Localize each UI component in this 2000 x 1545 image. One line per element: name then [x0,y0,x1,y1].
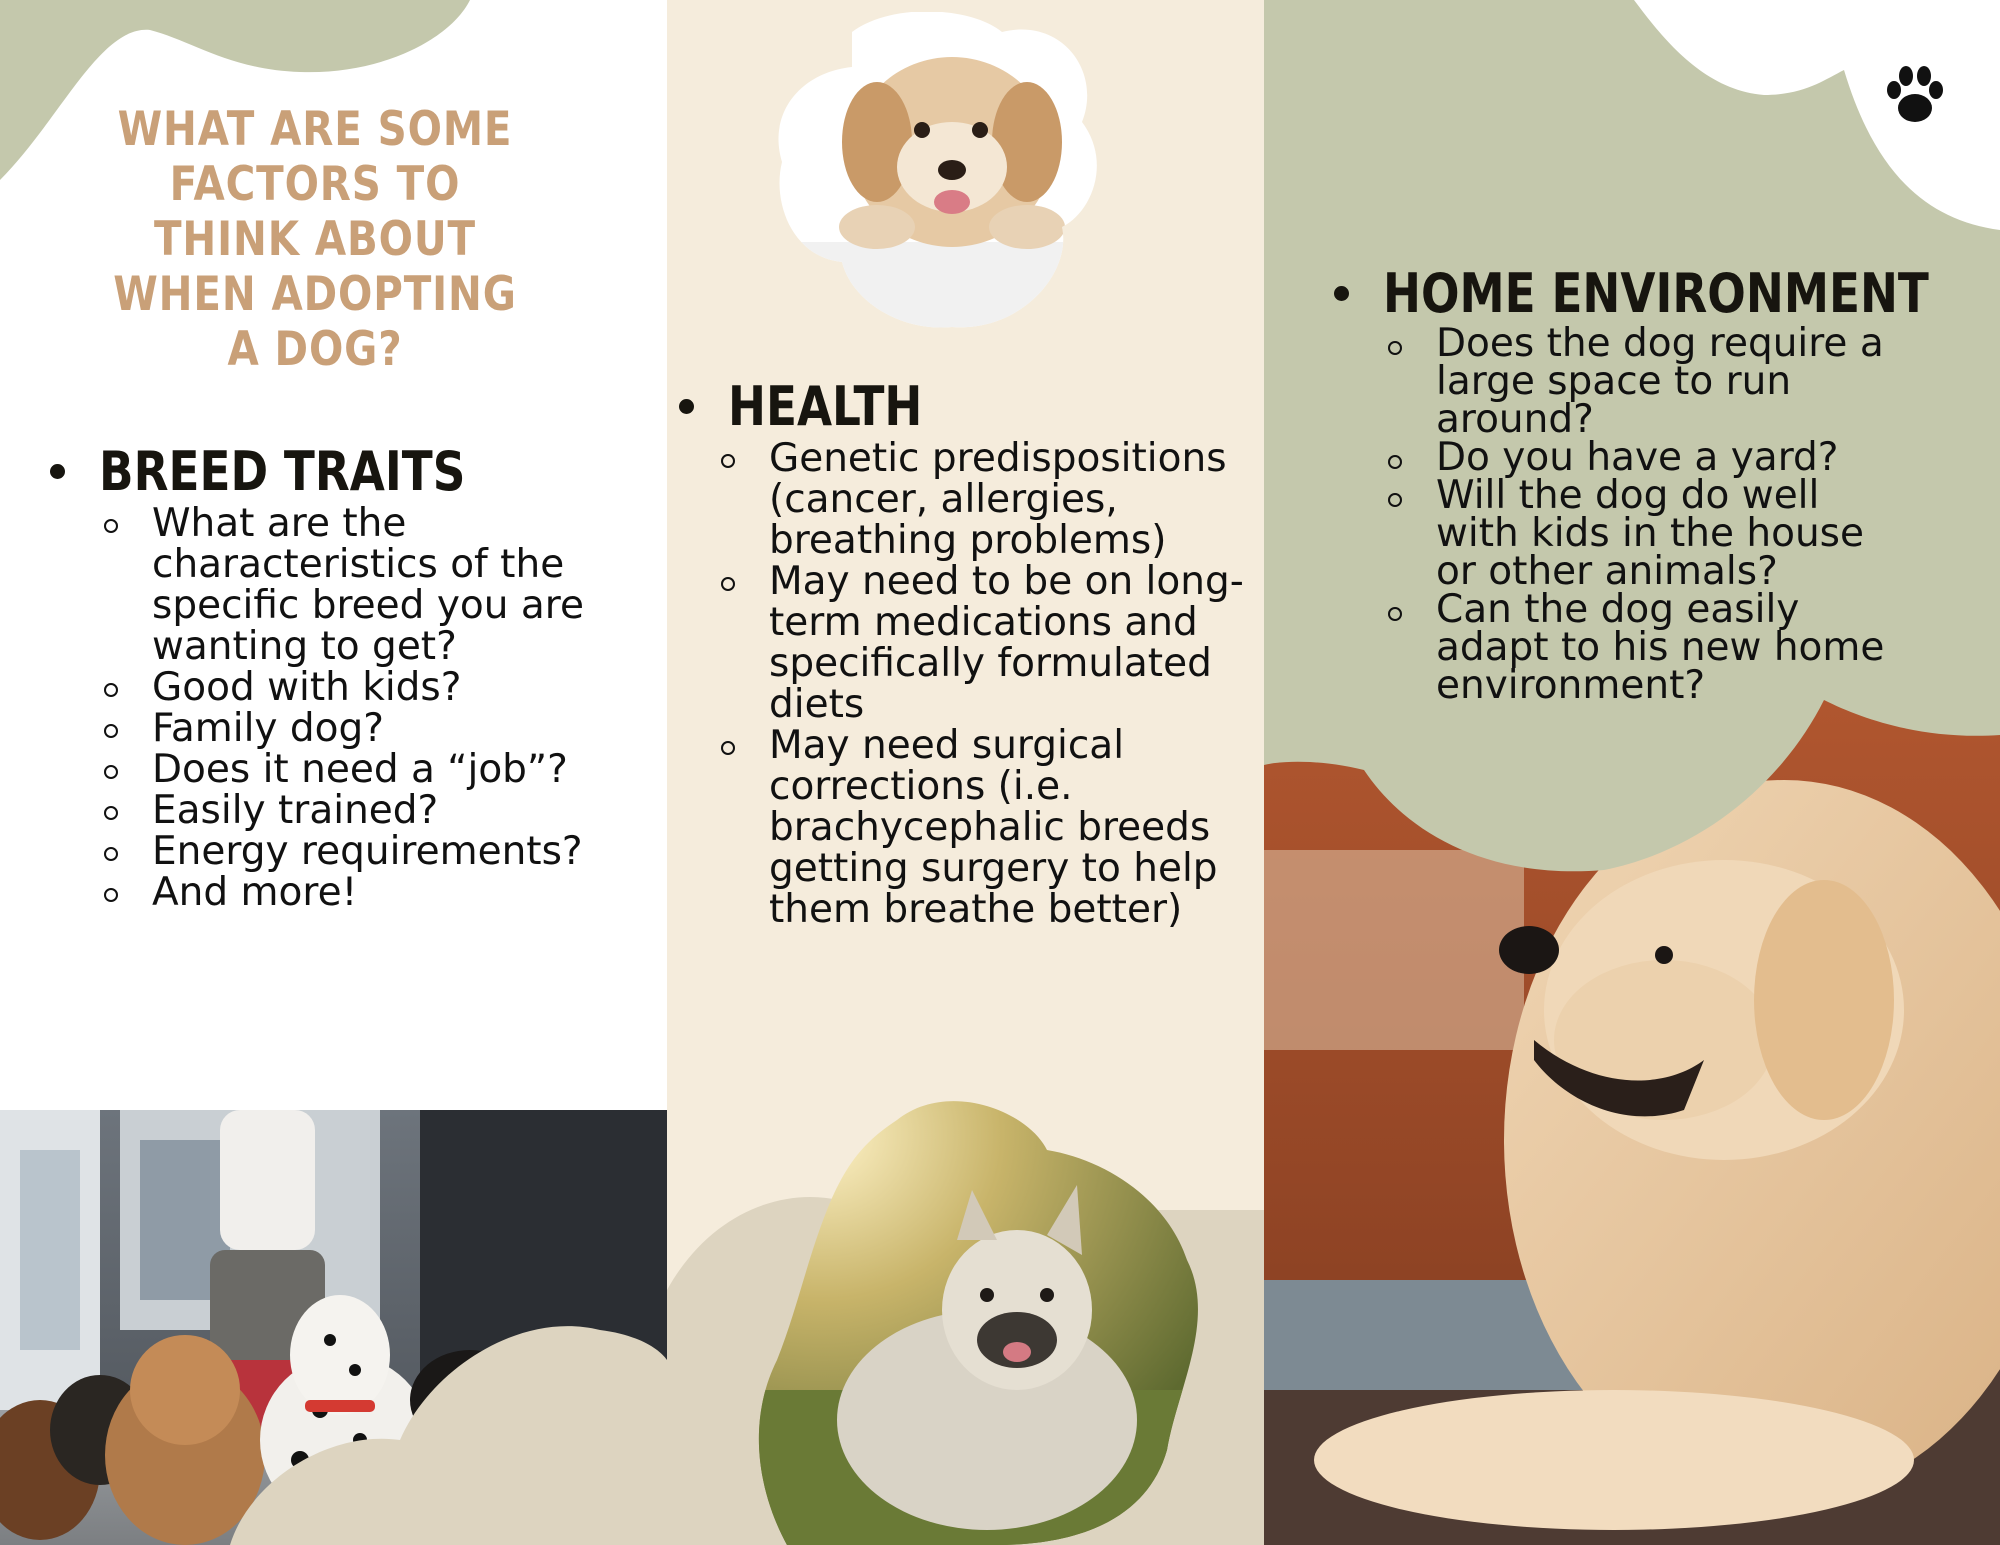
breed-traits-heading: BREED TRAITS [50,440,660,503]
list-item: What are the characteristics of the specific breed you are wanting to get? [100,503,660,667]
home-environment-heading: HOME ENVIRONMENT [1334,262,1954,325]
bullet-dot [679,399,694,414]
list-item: May need surgical corrections (i.e. brachycephalic breeds getting surgery to help them breathe better) [717,725,1257,930]
list-item: Energy requirements? [100,831,660,872]
puppy-photo [772,12,1102,332]
home-environment-list [1384,321,1904,708]
health-section [667,375,1257,930]
panel3-background-shapes [1264,0,2000,1545]
breed-traits-section [50,440,660,913]
list-item: Good with kids? [100,667,660,708]
french-bulldog-photo [747,1090,1247,1545]
health-heading: HEALTH [679,375,1257,438]
panel-health [667,0,1264,1545]
list-item: And more! [100,872,660,913]
list-item: Easily trained? [100,790,660,831]
paw-print-icon [1880,60,1950,130]
list-item: Does the dog require a large space to run around? [1384,325,1904,439]
list-item: Family dog? [100,708,660,749]
panel-breed-traits [0,0,667,1545]
list-item: Does it need a “job”? [100,749,660,790]
brochure-title: WHAT ARE SOME FACTORS TO THINK ABOUT WHEN ADOPTING A DOG? [113,102,517,377]
breed-traits-list [100,503,660,913]
bullet-dot [50,464,65,479]
list-item: May need to be on long-term medications and specifically formulated diets [717,561,1257,725]
bullet-dot [1334,286,1349,301]
list-item: Will the dog do well with kids in the house or other animals? [1384,477,1904,591]
health-list [717,438,1257,930]
panel-home-environment [1264,0,2000,1545]
list-item: Do you have a yard? [1384,439,1904,477]
dog-walker-photo [0,1110,667,1545]
home-environment-section [1334,262,1954,708]
list-item: Genetic predispositions (cancer, allergies, breathing problems) [717,438,1257,561]
list-item: Can the dog easily adapt to his new home environment? [1384,591,1904,705]
